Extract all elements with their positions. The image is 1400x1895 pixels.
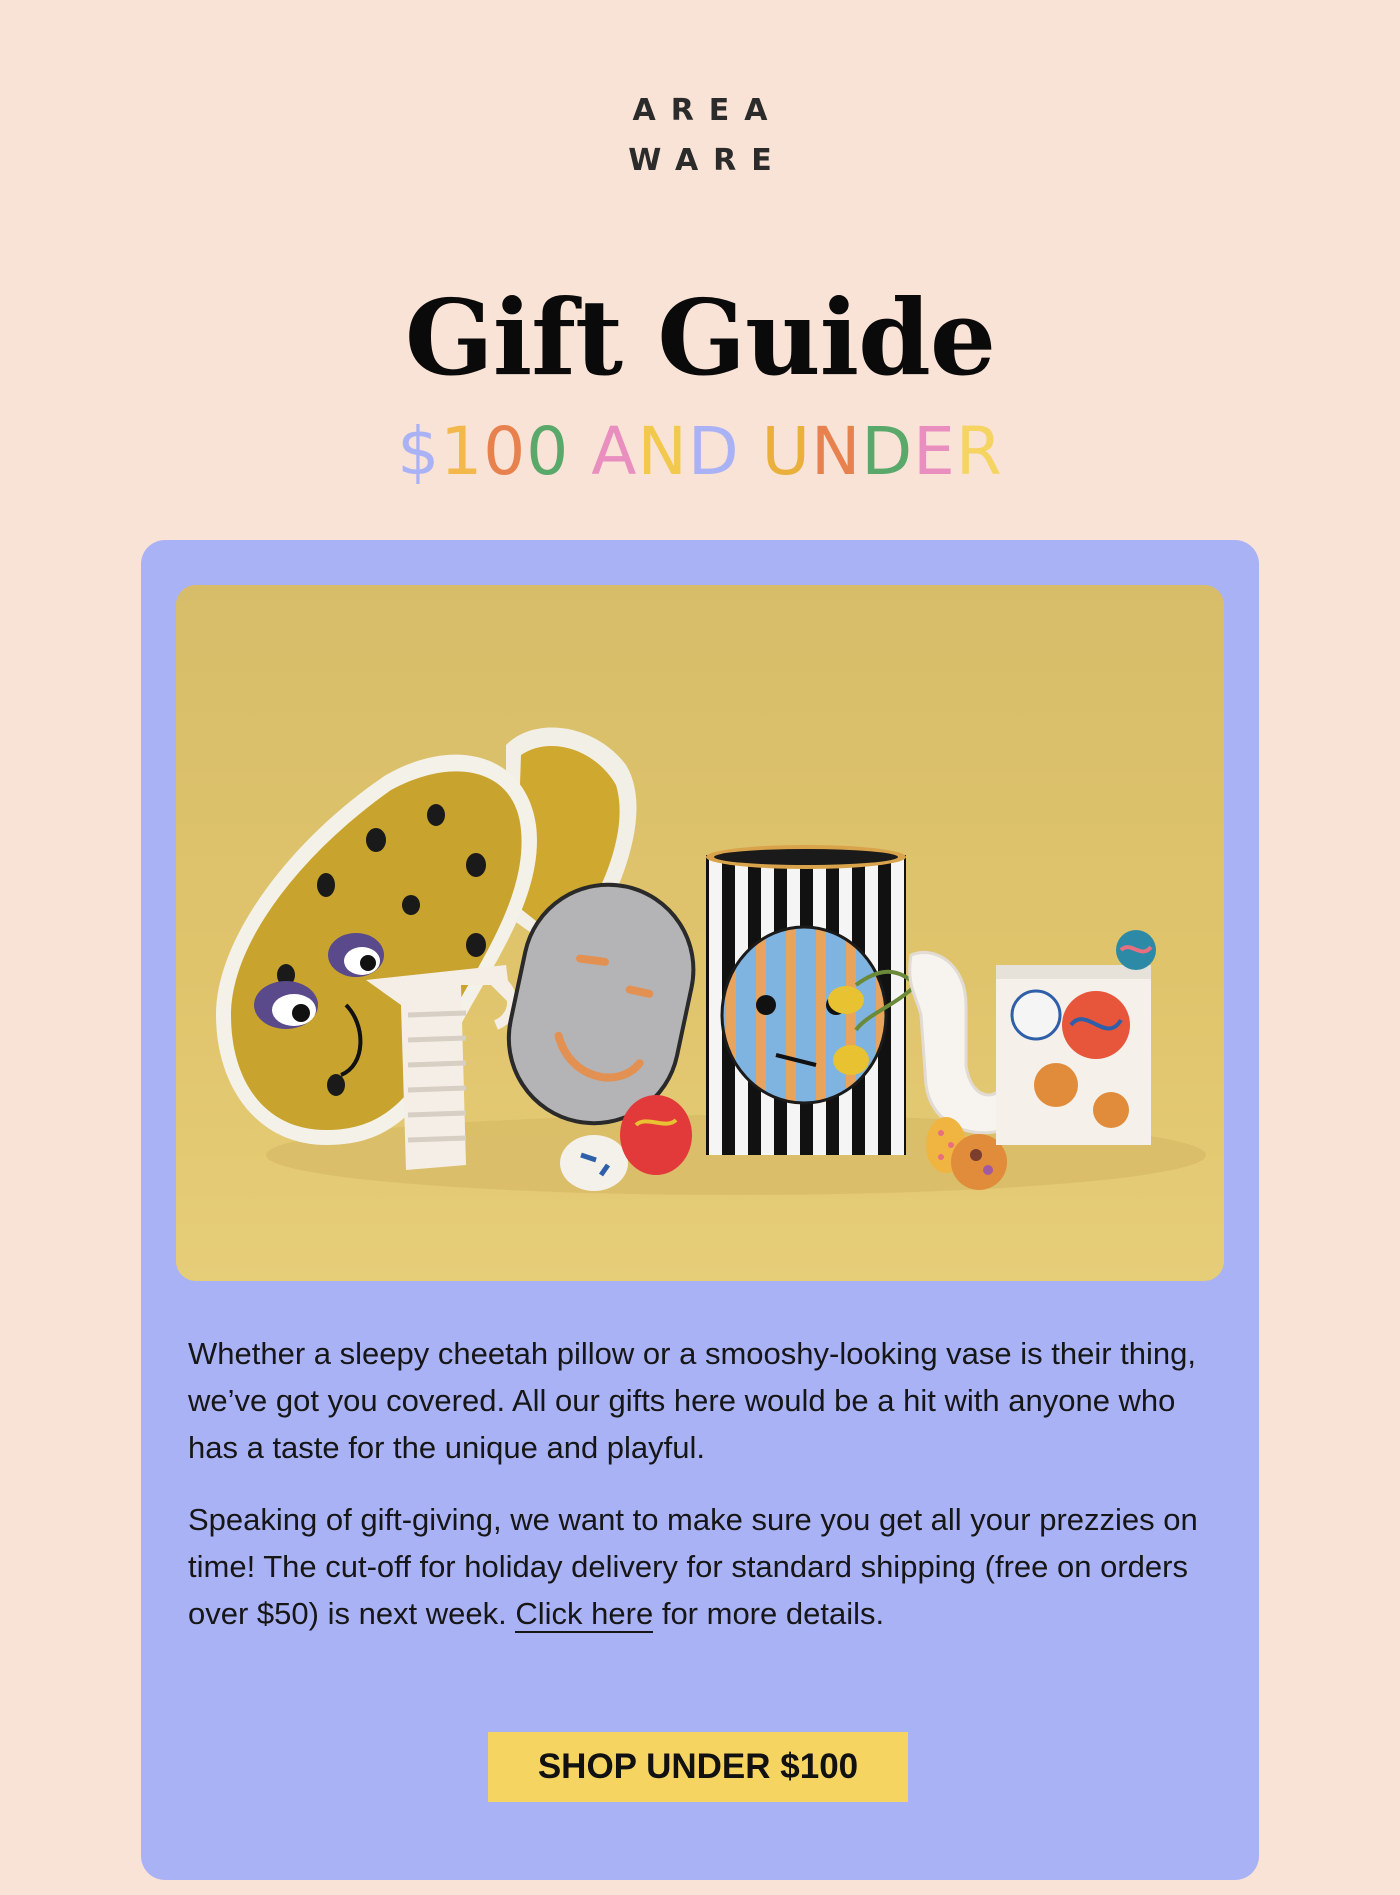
shop-under-100-button[interactable]: SHOP UNDER $100 (488, 1732, 908, 1802)
content-panel (141, 540, 1259, 1880)
subtitle-char: A (591, 413, 638, 490)
logo-line-1: AREA (632, 93, 783, 128)
subtitle-char: 0 (483, 413, 527, 490)
areaware-logo[interactable] (0, 86, 1400, 186)
subtitle-char: N (810, 413, 862, 490)
page-subtitle (0, 412, 1400, 492)
subtitle-char: R (955, 413, 1003, 490)
subtitle-char: E (913, 413, 956, 490)
subtitle-char: N (637, 413, 688, 490)
subtitle-char: D (861, 413, 914, 490)
click-here-link[interactable]: Click here (515, 1596, 654, 1631)
subtitle-char: D (687, 413, 740, 490)
gift-products-photo-icon (176, 585, 1224, 1281)
subtitle-char (569, 412, 591, 492)
hero-image[interactable] (176, 585, 1224, 1281)
subtitle-char: $ (397, 413, 441, 490)
subtitle-char: U (761, 413, 811, 490)
shipping-paragraph (188, 1496, 1218, 1637)
logo-line-2: WARE (628, 143, 787, 178)
subtitle-char: 1 (440, 413, 484, 490)
shipping-text-after: for more details. (653, 1596, 885, 1631)
subtitle-char: 0 (526, 413, 570, 490)
intro-paragraph: Whether a sleepy cheetah pillow or a smooshy-looking vase is their thing, we’ve got you covered. All our gifts here would be a hit with anyone who has a taste for the unique and playful. (188, 1336, 1197, 1465)
shipping-text-before: Speaking of gift-giving, we want to make sure you get all your prezzies on time! The cut-off for holiday delivery for standard shipping (free on orders over $50) is next week. (188, 1502, 1198, 1631)
page-title: Gift Guide (404, 276, 996, 399)
subtitle-char (740, 412, 762, 492)
